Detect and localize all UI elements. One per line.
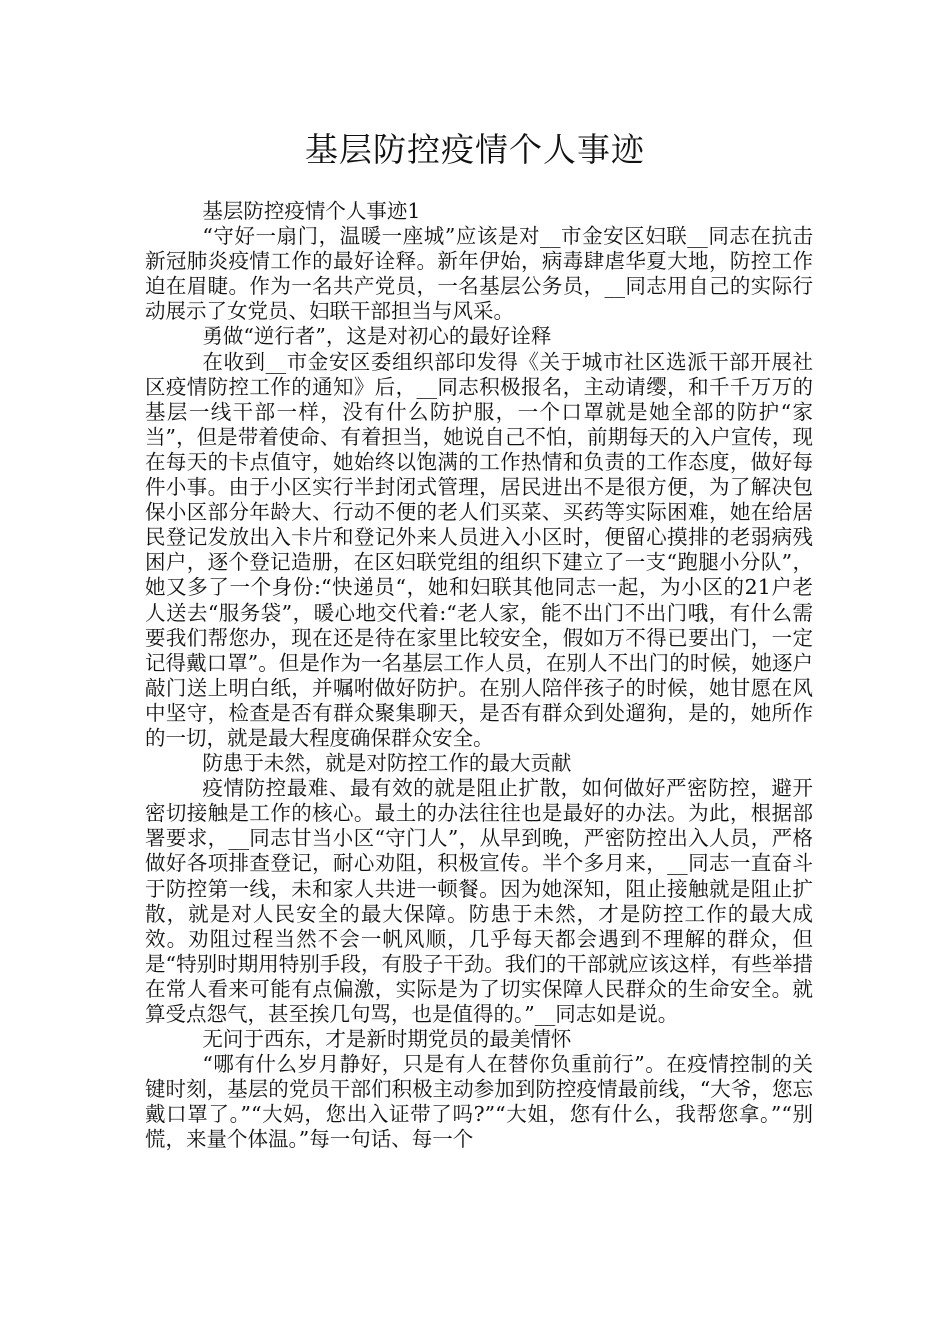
subheading-2: 防患于未然，就是对防控工作的最大贡献 — [202, 751, 572, 776]
subheading-3: 无问于西东，才是新时期党员的最美情怀 — [202, 1027, 572, 1052]
paragraph-1: 在收到__市金安区委组织部印发得《关于城市社区选派干部开展社区疫情防控工作的通知》后，__同志积极报名，主动请缨，和千千万万的基层一线干部一样，没有什么防护服，一个口罩就是她全部的防护“家当”，但是带着使命、有着担当，她说自己不怕，前期每天的入户宣传，现在每天的卡点值守，她始终以饱满的工作热情和负责的工作态度，做好每件小事。由于小区实行半封闭式管理，居民进出不是很方便，为了解决包保小区部分年龄大、行动不便的老人们买菜、买药等实际困难，她在给居民登记发放出入卡片和登记外来人员进入小区时，便留心摸排的老弱病残困户，逐个登记造册，在区妇联党组的组织下建立了一支“跑腿小分队”，她又多了一个身份:“快递员“，她和妇联其他同志一起，为小区的21户老人送去“服务袋”，暖心地交代着:“老人家，能不出门不出门哦，有什么需要我们帮您办，现在还是待在家里比较安全，假如万不得已要出门，一定记得戴口罩”。但是作为一名基层工作人员，在别人不出门的时候，她逐户敲门送上明白纸，并嘱咐做好防护。在别人陪伴孩子的时候，她甘愿在风中坚守，检查是否有群众聚集聊天，是否有群众到处遛狗，是的，她所作的一切，就是最大程度确保群众安全。 — [145, 349, 813, 750]
paragraph-2: 疫情防控最难、最有效的就是阻止扩散，如何做好严密防控，避开密切接触是工作的核心。最土的办法往往也是最好的办法。为此，根据部署要求，__同志甘当小区“守门人”，从早到晚，严密防控出入人员，严格做好各项排查登记，耐心劝阻，积极宣传。半个多月来，__同志一直奋斗于防控第一线，未和家人共进一顿餐。因为她深知，阻止接触就是阻止扩散，就是对人民安全的最大保障。防患于未然，才是防控工作的最大成效。劝阻过程当然不会一帆风顺，几乎每天都会遇到不理解的群众，但是“特别时期用特别手段，有股子干劲。我们的干部就应该这样，有些举措在常人看来可能有点偏激，实际是为了切实保障人民群众的生命安全。就算受点怨气，甚至挨几句骂，也是值得的。”__同志如是说。 — [145, 776, 813, 1026]
subheading-1: 勇做“逆行者”，这是对初心的最好诠释 — [202, 324, 552, 349]
document-title: 基层防控疫情个人事迹 — [305, 130, 645, 169]
section-heading-1: 基层防控疫情个人事迹1 — [202, 199, 421, 223]
document-body — [145, 199, 813, 1153]
paragraph-intro: “守好一扇门，温暖一座城”应该是对__市金安区妇联__同志在抗击新冠肺炎疫情工作的最好诠释。新年伊始，病毒肆虐华夏大地，防控工作迫在眉睫。作为一名共产党员，一名基层公务员，__同志用自己的实际行动展示了女党员、妇联干部担当与风采。 — [145, 224, 813, 324]
paragraph-3: “哪有什么岁月静好，只是有人在替你负重前行”。在疫情控制的关键时刻，基层的党员干部们积极主动参加到防控疫情最前线，“大爷，您忘戴口罩了。”“大妈，您出入证带了吗?”“大姐，您有什么，我帮您拿。”“别慌，来量个体温。”每一句话、每一个 — [145, 1052, 813, 1152]
